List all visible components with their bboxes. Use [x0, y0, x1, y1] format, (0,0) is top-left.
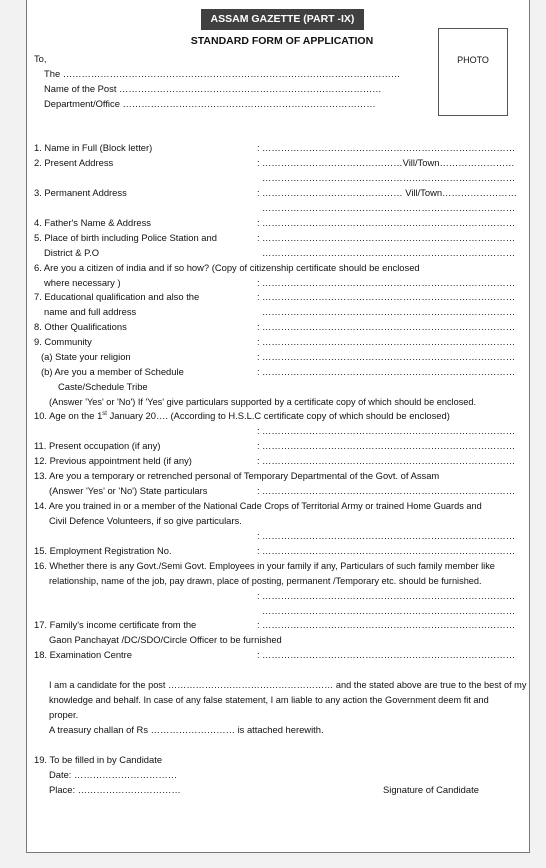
blank-line: ……………………………………………………………………… — [262, 202, 516, 213]
field-4-label: 4. Father's Name & Address — [34, 217, 151, 228]
field-9b-note: (Answer 'Yes' or 'No') If 'Yes' give particulars supported by a certificate copy of which should be enclosed. — [49, 397, 477, 407]
colon: : — [257, 545, 260, 556]
blank-line: ……………………………………………………………………… — [262, 440, 516, 451]
declaration-line-2: knowledge and behalf. In case of any false statement, I am liable to any action the Government deem fit and — [49, 695, 489, 705]
blank-line: ……………………………………………………………………… — [262, 291, 516, 302]
post-line: Name of the Post ………………………………………………………………………… — [44, 83, 382, 94]
field-9b-label: (b) Are you a member of Schedule — [41, 366, 184, 377]
declaration-line-1: I am a candidate for the post ……………………………………………… and the stated above are true to the best of my — [49, 680, 527, 690]
form-title: STANDARD FORM OF APPLICATION — [190, 35, 374, 47]
field-1-label: 1. Name in Full (Block letter) — [34, 142, 153, 153]
blank-line: ……………………………………………………………………… — [262, 321, 516, 332]
field-9b-label-cont: Caste/Schedule Tribe — [58, 381, 148, 392]
blank-line: ……………………………………………………………………… — [262, 590, 516, 601]
colon: : — [257, 440, 260, 451]
place-line: Place: …………………………… — [49, 784, 181, 795]
blank-line: ……………………………………………………………………… — [262, 425, 516, 436]
blank-line: ……………………………………………………………………… — [262, 485, 516, 496]
date-line: Date: …………………………… — [49, 769, 178, 780]
blank-line: ……………………………………………………………………… — [262, 649, 516, 660]
field-11-label: 11. Present occupation (if any) — [34, 440, 161, 451]
blank-line: ……………………………………………………………………… — [262, 530, 516, 541]
field-12-label: 12. Previous appointment held (if any) — [34, 455, 192, 466]
field-5-label-cont: District & P.O — [44, 247, 100, 258]
colon: : — [257, 321, 260, 332]
field-7-label: 7. Educational qualification and also the — [34, 291, 200, 302]
colon: : — [257, 291, 260, 302]
field-10-label — [34, 410, 450, 422]
field-3-label: 3. Permanent Address — [34, 187, 127, 198]
field-17-label-cont: Gaon Panchayat /DC/SDO/Circle Officer to be furnished — [49, 634, 282, 645]
blank-line: ……………………………………………………………………… — [262, 277, 516, 288]
colon: : — [257, 336, 260, 347]
field-6-label: 6. Are you a citizen of india and if so how? (Copy of citizenship certificate should be enclosed — [34, 262, 420, 273]
colon: : — [257, 366, 260, 377]
blank-line: ……………………………………………………………………… — [262, 217, 516, 228]
field-13-label-cont: (Answer 'Yes' or 'No') State particulars — [49, 485, 208, 496]
field-7-label-cont: name and full address — [44, 306, 137, 317]
blank-line: ……………………………………………………………………… — [262, 351, 516, 362]
colon: : — [257, 530, 260, 541]
photo-box — [438, 28, 508, 116]
gazette-banner: ASSAM GAZETTE (PART -IX) — [201, 9, 364, 30]
colon: : — [257, 232, 260, 243]
field-16-label-cont: relationship, name of the job, pay drawn, place of posting, permanent /Temporary etc. should be furnished. — [49, 576, 482, 586]
blank-line: ……………………………………………………………………… — [262, 172, 516, 183]
treasury-challan-line: A treasury challan of Rs ……………………… is attached herewith. — [49, 724, 324, 735]
blank-line: ……………………………………… Vill/Town…………………… — [262, 187, 518, 198]
colon: : — [257, 649, 260, 660]
colon: : — [257, 619, 260, 630]
colon: : — [257, 187, 260, 198]
blank-line: ……………………………………………………………………… — [262, 232, 516, 243]
blank-line: ………………………………………Vill/Town…………………… — [262, 157, 515, 168]
colon: : — [257, 142, 260, 153]
the-line: The ……………………………………………………………………………………………… — [44, 68, 401, 79]
signature-label: Signature of Candidate — [383, 784, 479, 795]
blank-line: ……………………………………………………………………… — [262, 455, 516, 466]
colon: : — [257, 455, 260, 466]
colon: : — [257, 425, 260, 436]
field-16-label: 16. Whether there is any Govt./Semi Govt. Employees in your family if any, Particulars of such family member like — [34, 561, 495, 571]
blank-line: ……………………………………………………………………… — [262, 306, 516, 317]
field-19-label: 19. To be filled in by Candidate — [34, 754, 163, 765]
field-10-text-cont: January 20…. (According to H.S.L.C certificate copy of which should be enclosed) — [106, 410, 450, 421]
colon: : — [257, 351, 260, 362]
field-17-label: 17. Family's income certificate from the — [34, 619, 197, 630]
colon: : — [257, 590, 260, 601]
blank-line: ……………………………………………………………………… — [262, 366, 516, 377]
colon: : — [257, 157, 260, 168]
field-13-label: 13. Are you a temporary or retrenched personal of Temporary Departmental of the Govt. of Assam — [34, 470, 440, 481]
blank-line: ……………………………………………………………………… — [262, 247, 516, 258]
field-9a-label: (a) State your religion — [41, 351, 131, 362]
declaration-line-3: proper. — [49, 709, 79, 720]
field-5-label: 5. Place of birth including Police Station and — [34, 232, 217, 243]
field-2-label: 2. Present Address — [34, 157, 114, 168]
field-14-label: 14. Are you trained in or a member of the National Cade Crops of Territorial Army or trained Home Guards and — [34, 501, 482, 511]
blank-line: ……………………………………………………………………… — [262, 619, 516, 630]
colon: : — [257, 217, 260, 228]
photo-label: PHOTO — [457, 55, 489, 65]
field-15-label: 15. Employment Registration No. — [34, 545, 172, 556]
blank-line: ……………………………………………………………………… — [262, 545, 516, 556]
department-line: Department/Office ……………………………………………………………………… — [44, 98, 376, 109]
field-6-label-cont: where necessary ) — [44, 277, 121, 288]
blank-line: ……………………………………………………………………… — [262, 605, 516, 616]
field-14-label-cont: Civil Defence Volunteers, if so give particulars. — [49, 515, 242, 526]
to-label: To, — [34, 53, 47, 64]
colon: : — [257, 277, 260, 288]
blank-line: ……………………………………………………………………… — [262, 142, 516, 153]
colon: : — [257, 485, 260, 496]
field-10-text: 10. Age on the 1 — [34, 410, 103, 421]
field-8-label: 8. Other Qualifications — [34, 321, 127, 332]
superscript: st — [102, 410, 107, 417]
field-18-label: 18. Examination Centre — [34, 649, 132, 660]
field-9-label: 9. Community — [34, 336, 92, 347]
blank-line: ……………………………………………………………………… — [262, 336, 516, 347]
